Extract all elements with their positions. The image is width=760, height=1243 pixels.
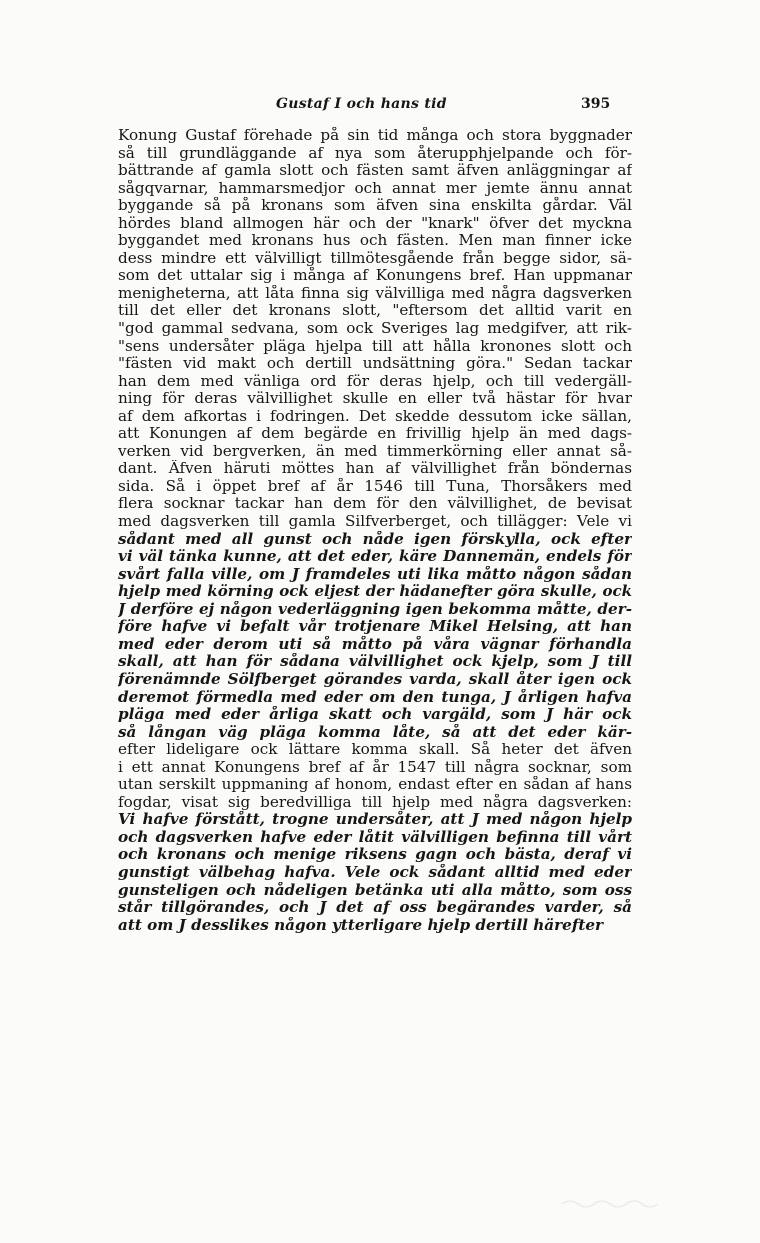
body-text <box>118 127 632 934</box>
italic-quote-line: och kronans och menige riksens gagn och bästa, deraf vi <box>118 846 632 864</box>
italic-quote-line: att om J desslikes någon ytterligare hjelp dertill härefter <box>118 916 604 934</box>
running-header-title: Gustaf I och hans tid <box>276 96 447 112</box>
italic-quote-line: gunsteligen och nådeligen betänka uti alla måtto, som oss <box>118 881 632 899</box>
italic-quote-line: J derföre ej någon vederläggning igen bekomma måtte, der- <box>118 600 632 618</box>
text-line: sågqvarnar, hammarsmedjor och annat mer jemte ännu annat <box>118 179 632 197</box>
italic-quote-line: Vi hafve förstått, trogne undersåter, att J med någon hjelp <box>118 811 632 829</box>
italic-quote-line: vi väl tänka kunne, att det eder, käre Dannemän, endels för <box>118 548 632 566</box>
text-line: byggande så på kronans som äfven sina enskilta gårdar. Väl <box>118 197 632 215</box>
text-line: i ett annat Konungens bref af år 1547 till några socknar, som <box>118 758 632 776</box>
italic-quote-line: gunstigt välbehag hafva. Vele ock sådant alltid med eder <box>118 863 632 881</box>
italic-quote-line: och dagsverken hafve eder låtit välvilligen befinna till vårt <box>118 828 632 846</box>
text-line: med dagsverken till gamla Silfverberget, och tillägger: Vele vi <box>118 513 632 531</box>
text-line: "sens undersåter pläga hjelpa till att hålla kronones slott och <box>118 337 632 355</box>
text-line: flera socknar tackar han dem för den välvillighet, de bevisat <box>118 495 632 513</box>
italic-quote-line: deremot förmedla med eder om den tunga, J årligen hafva <box>118 688 632 706</box>
italic-quote-line: hjelp med körning ock eljest der hädanefter göra skulle, ock <box>118 583 632 601</box>
text-line: efter lideligare ock lättare komma skall. Så heter det äfven <box>118 741 632 759</box>
text-line: att Konungen af dem begärde en frivillig hjelp än med dags- <box>118 425 632 443</box>
italic-quote-line: före hafve vi befalt vår trotjenare Mikel Helsing, att han <box>118 618 632 636</box>
text-line: Konung Gustaf förehade på sin tid många och stora byggnader <box>118 127 632 144</box>
italic-quote-line: svårt falla ville, om J framdeles uti lika måtto någon sådan <box>118 565 632 583</box>
italic-quote-line: står tillgörandes, och J det af oss begärandes varder, så <box>118 899 632 917</box>
text-line: menigheterna, att låta finna sig välvilliga med några dagsverken <box>118 284 632 302</box>
page-number: 395 <box>581 96 611 112</box>
text-line: han dem med vänliga ord för deras hjelp, och till vedergäll- <box>118 372 632 390</box>
italic-quote-line: så långan väg pläga komma låte, så att det eder kär- <box>118 723 632 741</box>
text-line: så till grundläggande af nya som återupphjelpande och för- <box>118 144 632 162</box>
text-line: "fästen vid makt och dertill undsättning göra." Sedan tackar <box>118 355 632 373</box>
text-line: bättrande af gamla slott och fästen samt äfven anläggningar af <box>118 162 632 180</box>
text-line: utan serskilt uppmaning af honom, endast efter en sådan af hans <box>118 776 632 794</box>
text-line: fogdar, visat sig beredvilliga till hjelp med några dagsverken: <box>118 793 632 811</box>
italic-quote-line: skall, att han för sådana välvillighet ock kjelp, som J till <box>118 653 632 671</box>
text-line: till det eller det kronans slott, "eftersom det alltid varit en <box>118 302 632 320</box>
text-line: som det uttalar sig i många af Konungens bref. Han uppmanar <box>118 267 632 285</box>
italic-quote-line: förenämnde Sölfberget görandes varda, skall åter igen ock <box>118 670 632 688</box>
italic-quote-line: sådant med all gunst och nåde igen förskylla, ock efter <box>118 530 632 548</box>
text-line: ning för deras välvillighet skulle en eller två hästar för hvar <box>118 390 632 408</box>
watermark-scribble-icon <box>560 1196 670 1208</box>
text-line: byggandet med kronans hus och fästen. Men man finner icke <box>118 232 632 250</box>
text-line: hördes bland allmogen här och der "knark" öfver det myckna <box>118 214 632 232</box>
italic-quote-line: med eder derom uti så måtto på våra vägnar förhandla <box>118 635 632 653</box>
text-line: sida. Så i öppet bref af år 1546 till Tuna, Thorsåkers med <box>118 477 632 495</box>
text-line: dant. Äfven häruti möttes han af välvillighet från böndernas <box>118 460 632 478</box>
italic-quote-line: pläga med eder årliga skatt och vargäld, som J här ock <box>118 706 632 724</box>
text-line: dess mindre ett välvilligt tillmötesgående från begge sidor, sä- <box>118 249 632 267</box>
text-line: "god gammal sedvana, som ock Sveriges lag medgifver, att rik- <box>118 320 632 338</box>
faded-watermark <box>560 1196 670 1208</box>
text-line: verken vid bergverken, än med timmerkörning eller annat så- <box>118 442 632 460</box>
text-line: af dem afkortas i fodringen. Det skedde dessutom icke sällan, <box>118 407 632 425</box>
